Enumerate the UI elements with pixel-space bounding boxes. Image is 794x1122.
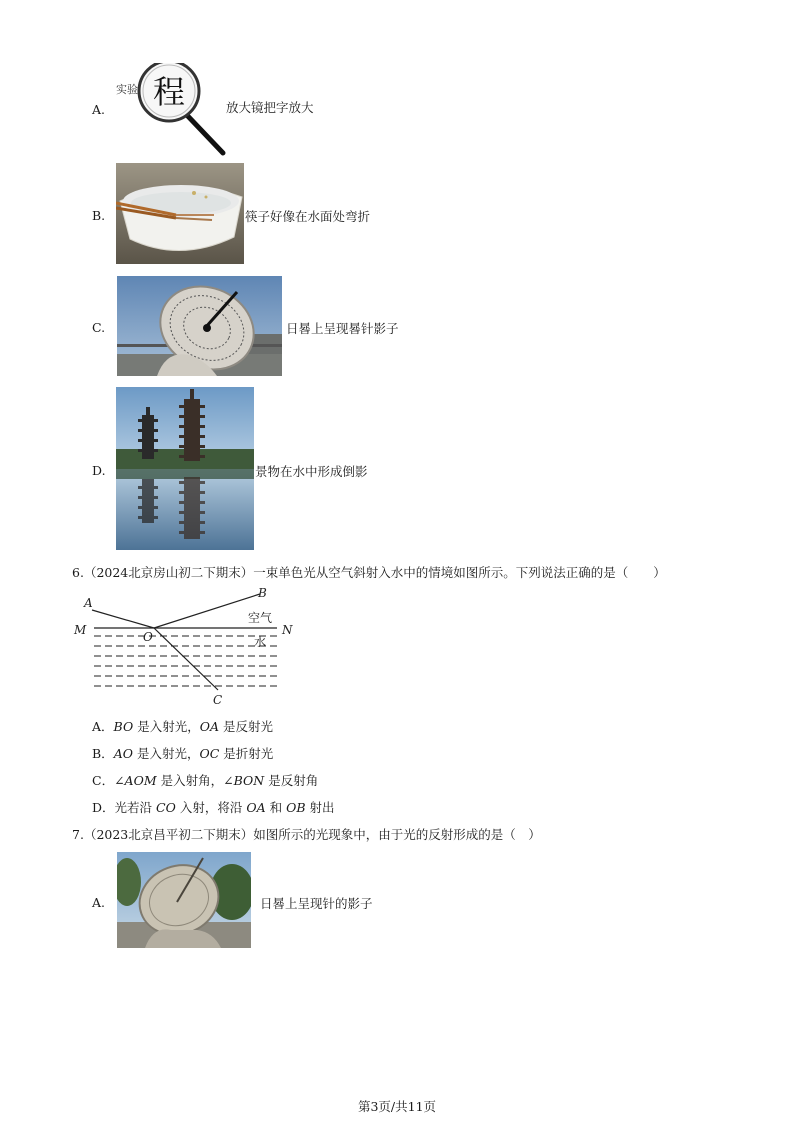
option-a-letter: A. <box>92 102 106 117</box>
option-c-letter: C. <box>92 320 106 335</box>
diagram-label-c: C <box>213 693 223 707</box>
q7-option-a-letter: A. <box>92 895 106 910</box>
question-7-number: 7. <box>72 827 84 842</box>
sundial-image <box>117 276 282 376</box>
question-6-choice-d[interactable] <box>92 798 335 816</box>
option-d-letter: D. <box>92 463 106 478</box>
magnifier-big-text: 程 <box>152 73 186 111</box>
question-6-number: 6. <box>72 565 84 580</box>
option-a-caption: 放大镜把字放大 <box>226 100 314 115</box>
question-7-text: 如图所示的光现象中，由于光的反射形成的是（ ） <box>253 827 541 842</box>
diagram-label-a: A <box>84 596 93 610</box>
question-6-choice-a[interactable] <box>92 717 273 735</box>
chopsticks-bowl-image <box>116 163 244 264</box>
choice-letter: B． <box>92 746 114 761</box>
page-footer: 第3页/共11页 <box>357 1099 437 1114</box>
question-7-stem <box>72 825 541 843</box>
diagram-label-b: B <box>258 586 267 600</box>
choice-term: AO <box>113 746 133 761</box>
choice-text: 是入射光， <box>136 746 200 761</box>
diagram-label-water: 水 <box>254 635 267 649</box>
choice-text: 是折射光 <box>223 746 274 761</box>
option-c-caption: 日晷上呈现晷针影子 <box>286 321 399 336</box>
refraction-diagram <box>72 586 302 708</box>
choice-text: 和 <box>269 800 283 815</box>
diagram-label-air: 空气 <box>248 611 273 625</box>
choice-term: OA <box>199 719 219 734</box>
pagoda-reflection-image <box>116 387 254 550</box>
question-6-source: （2024北京房山初二下期末） <box>83 565 254 580</box>
choice-text: 是入射角， <box>160 773 224 788</box>
choice-text: 是入射光， <box>137 719 200 734</box>
choice-term: CO <box>156 800 176 815</box>
choice-term: OC <box>199 746 220 761</box>
choice-text: 是反射光 <box>222 719 273 734</box>
q7-sundial-image <box>117 852 251 948</box>
magnifier-small-text: 实验 <box>116 83 138 96</box>
diagram-label-o: O <box>143 630 153 644</box>
choice-term: OA <box>246 800 266 815</box>
option-b-letter: B. <box>92 208 106 223</box>
question-6-choice-b[interactable] <box>92 744 273 762</box>
choice-letter: A． <box>92 719 114 734</box>
choice-text: 入射，将沿 <box>179 800 243 815</box>
choice-text: 光若沿 <box>114 800 153 815</box>
question-6-text: 一束单色光从空气斜射入水中的情境如图所示。下列说法正确的是（ ） <box>253 565 666 580</box>
choice-letter: D． <box>92 800 115 815</box>
option-b-caption: 筷子好像在水面处弯折 <box>245 209 371 224</box>
q7-option-a-caption: 日晷上呈现针的影子 <box>260 896 373 911</box>
option-d-caption: 景物在水中形成倒影 <box>255 464 368 479</box>
diagram-label-n: N <box>282 623 293 637</box>
diagram-label-m: M <box>74 623 87 637</box>
question-6-choice-c[interactable] <box>92 771 318 789</box>
choice-term: ∠BON <box>223 773 265 788</box>
question-6-stem <box>72 563 666 581</box>
choice-letter: C． <box>92 773 115 788</box>
magnifier-image <box>113 63 228 158</box>
choice-text: 射出 <box>309 800 335 815</box>
question-7-source: （2023北京昌平初二下期末） <box>83 827 254 842</box>
choice-term: ∠AOM <box>114 773 157 788</box>
choice-text: 是反射角 <box>268 773 319 788</box>
choice-term: OB <box>286 800 306 815</box>
choice-term: BO <box>113 719 134 734</box>
